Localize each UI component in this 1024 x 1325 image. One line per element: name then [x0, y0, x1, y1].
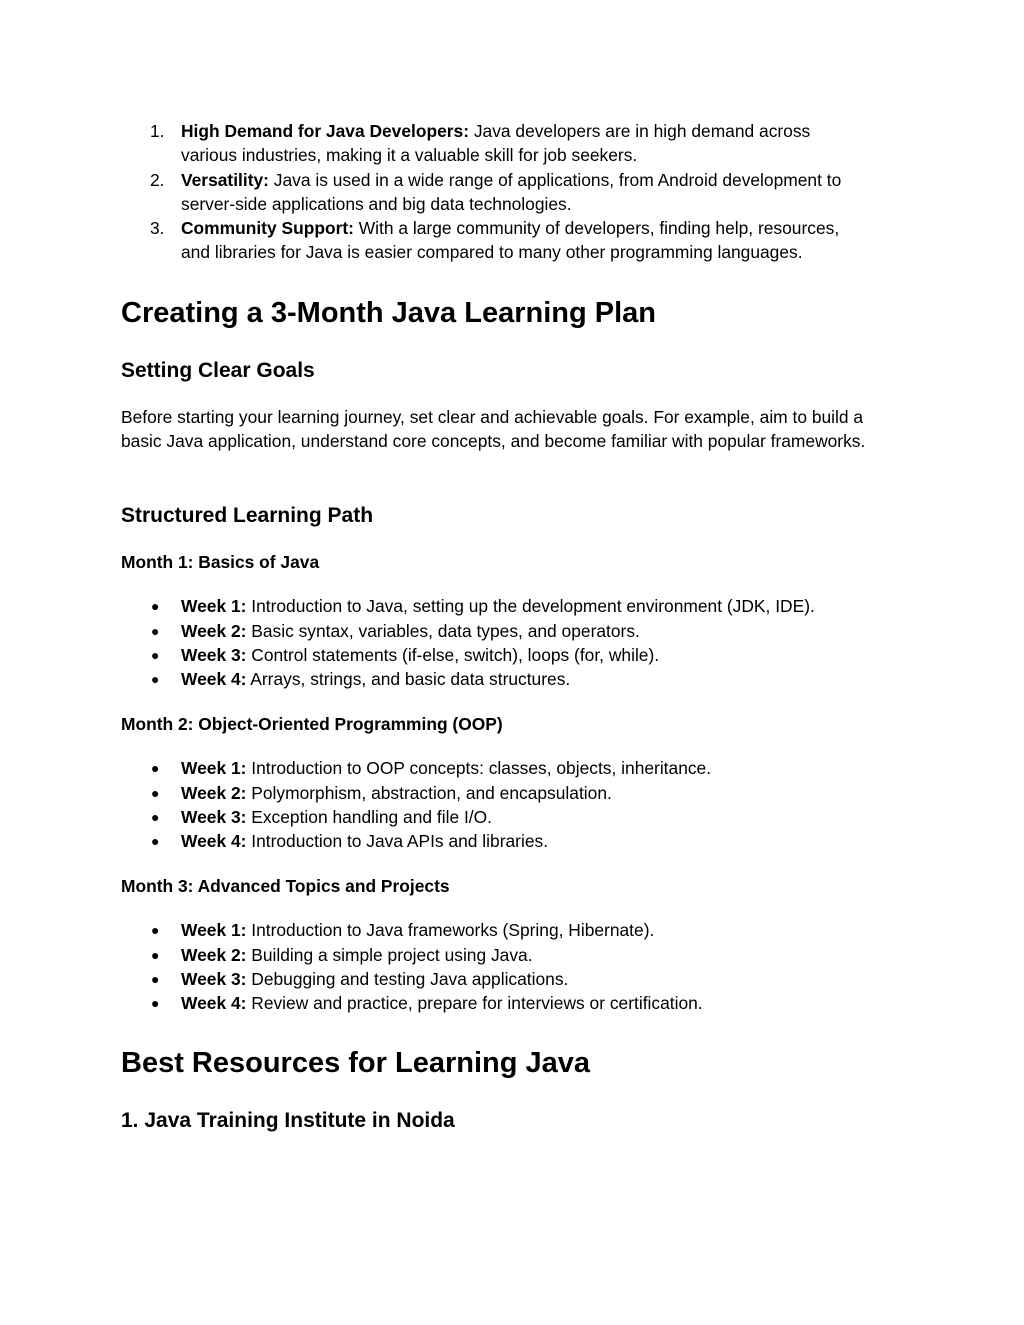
- bullet-icon: ●: [151, 947, 160, 963]
- week-text: Building a simple project using Java.: [246, 945, 533, 965]
- month-title: Month 1: Basics of Java: [121, 552, 320, 572]
- list-item: [181, 119, 810, 143]
- list-item: [181, 216, 839, 240]
- week-text: Introduction to Java frameworks (Spring, Hibernate).: [246, 920, 655, 940]
- list-item-continuation: various industries, making it a valuable skill for job seekers.: [181, 145, 638, 165]
- week-label: Week 2:: [181, 621, 247, 641]
- list-item: [181, 667, 570, 691]
- list-item-bold: High Demand for Java Developers:: [181, 121, 469, 141]
- week-text: Basic syntax, variables, data types, and operators.: [246, 621, 640, 641]
- week-text: Introduction to OOP concepts: classes, objects, inheritance.: [246, 758, 712, 778]
- section-heading-plan: Creating a 3-Month Java Learning Plan: [121, 297, 656, 329]
- week-label: Week 1:: [181, 920, 247, 940]
- bullet-icon: ●: [151, 760, 160, 776]
- bullet-icon: ●: [151, 598, 160, 614]
- week-label: Week 3:: [181, 645, 247, 665]
- list-item: [181, 829, 548, 853]
- subheading-institute: 1. Java Training Institute in Noida: [121, 1109, 455, 1132]
- bullet-icon: ●: [151, 671, 160, 687]
- list-item-bold: Versatility:: [181, 170, 269, 190]
- month-title: Month 2: Object-Oriented Programming (OOP): [121, 714, 503, 734]
- week-label: Week 4:: [181, 993, 247, 1013]
- bullet-icon: ●: [151, 647, 160, 663]
- list-number: 2.: [150, 170, 165, 190]
- week-label: Week 2:: [181, 783, 247, 803]
- week-label: Week 3:: [181, 969, 247, 989]
- week-text: Review and practice, prepare for interviews or certification.: [246, 993, 703, 1013]
- week-text: Control statements (if-else, switch), loops (for, while).: [246, 645, 660, 665]
- list-item: [181, 967, 568, 991]
- week-text: Debugging and testing Java applications.: [246, 969, 569, 989]
- list-item: [181, 943, 533, 967]
- list-item: [181, 619, 640, 643]
- subheading-path: Structured Learning Path: [121, 504, 374, 527]
- list-item: [181, 756, 711, 780]
- bullet-icon: ●: [151, 833, 160, 849]
- month-title: Month 3: Advanced Topics and Projects: [121, 876, 450, 896]
- week-label: Week 1:: [181, 596, 247, 616]
- list-item-continuation: server-side applications and big data technologies.: [181, 194, 572, 214]
- list-number: 3.: [150, 218, 165, 238]
- bullet-icon: ●: [151, 995, 160, 1011]
- list-item: [181, 918, 654, 942]
- week-label: Week 2:: [181, 945, 247, 965]
- week-label: Week 4:: [181, 669, 247, 689]
- list-number: 1.: [150, 121, 165, 141]
- list-item-continuation: and libraries for Java is easier compared to many other programming languages.: [181, 242, 803, 262]
- goals-paragraph: Before starting your learning journey, set clear and achievable goals. For example, aim to build a basic Java application, understand core concepts, and become familiar with popular frameworks.: [121, 407, 866, 452]
- bullet-icon: ●: [151, 971, 160, 987]
- bullet-icon: ●: [151, 623, 160, 639]
- week-label: Week 4:: [181, 831, 247, 851]
- list-item-text: With a large community of developers, finding help, resources,: [353, 218, 840, 238]
- week-text: Polymorphism, abstraction, and encapsulation.: [246, 783, 612, 803]
- list-item: [181, 168, 841, 192]
- bullet-icon: ●: [151, 809, 160, 825]
- week-text: Introduction to Java APIs and libraries.: [246, 831, 549, 851]
- list-item: [181, 643, 659, 667]
- list-item-text: Java developers are in high demand across: [469, 121, 811, 141]
- section-heading-resources: Best Resources for Learning Java: [121, 1047, 591, 1079]
- week-text: Introduction to Java, setting up the development environment (JDK, IDE).: [246, 596, 815, 616]
- bullet-icon: ●: [151, 785, 160, 801]
- list-item-text: Java is used in a wide range of applications, from Android development to: [268, 170, 842, 190]
- week-text: Arrays, strings, and basic data structures.: [246, 669, 571, 689]
- list-item: [181, 594, 815, 618]
- week-label: Week 1:: [181, 758, 247, 778]
- subheading-goals: Setting Clear Goals: [121, 359, 315, 382]
- list-item: [181, 781, 612, 805]
- list-item: [181, 991, 703, 1015]
- bullet-icon: ●: [151, 922, 160, 938]
- list-item: [181, 805, 492, 829]
- week-label: Week 3:: [181, 807, 247, 827]
- list-item-bold: Community Support:: [181, 218, 354, 238]
- week-text: Exception handling and file I/O.: [246, 807, 492, 827]
